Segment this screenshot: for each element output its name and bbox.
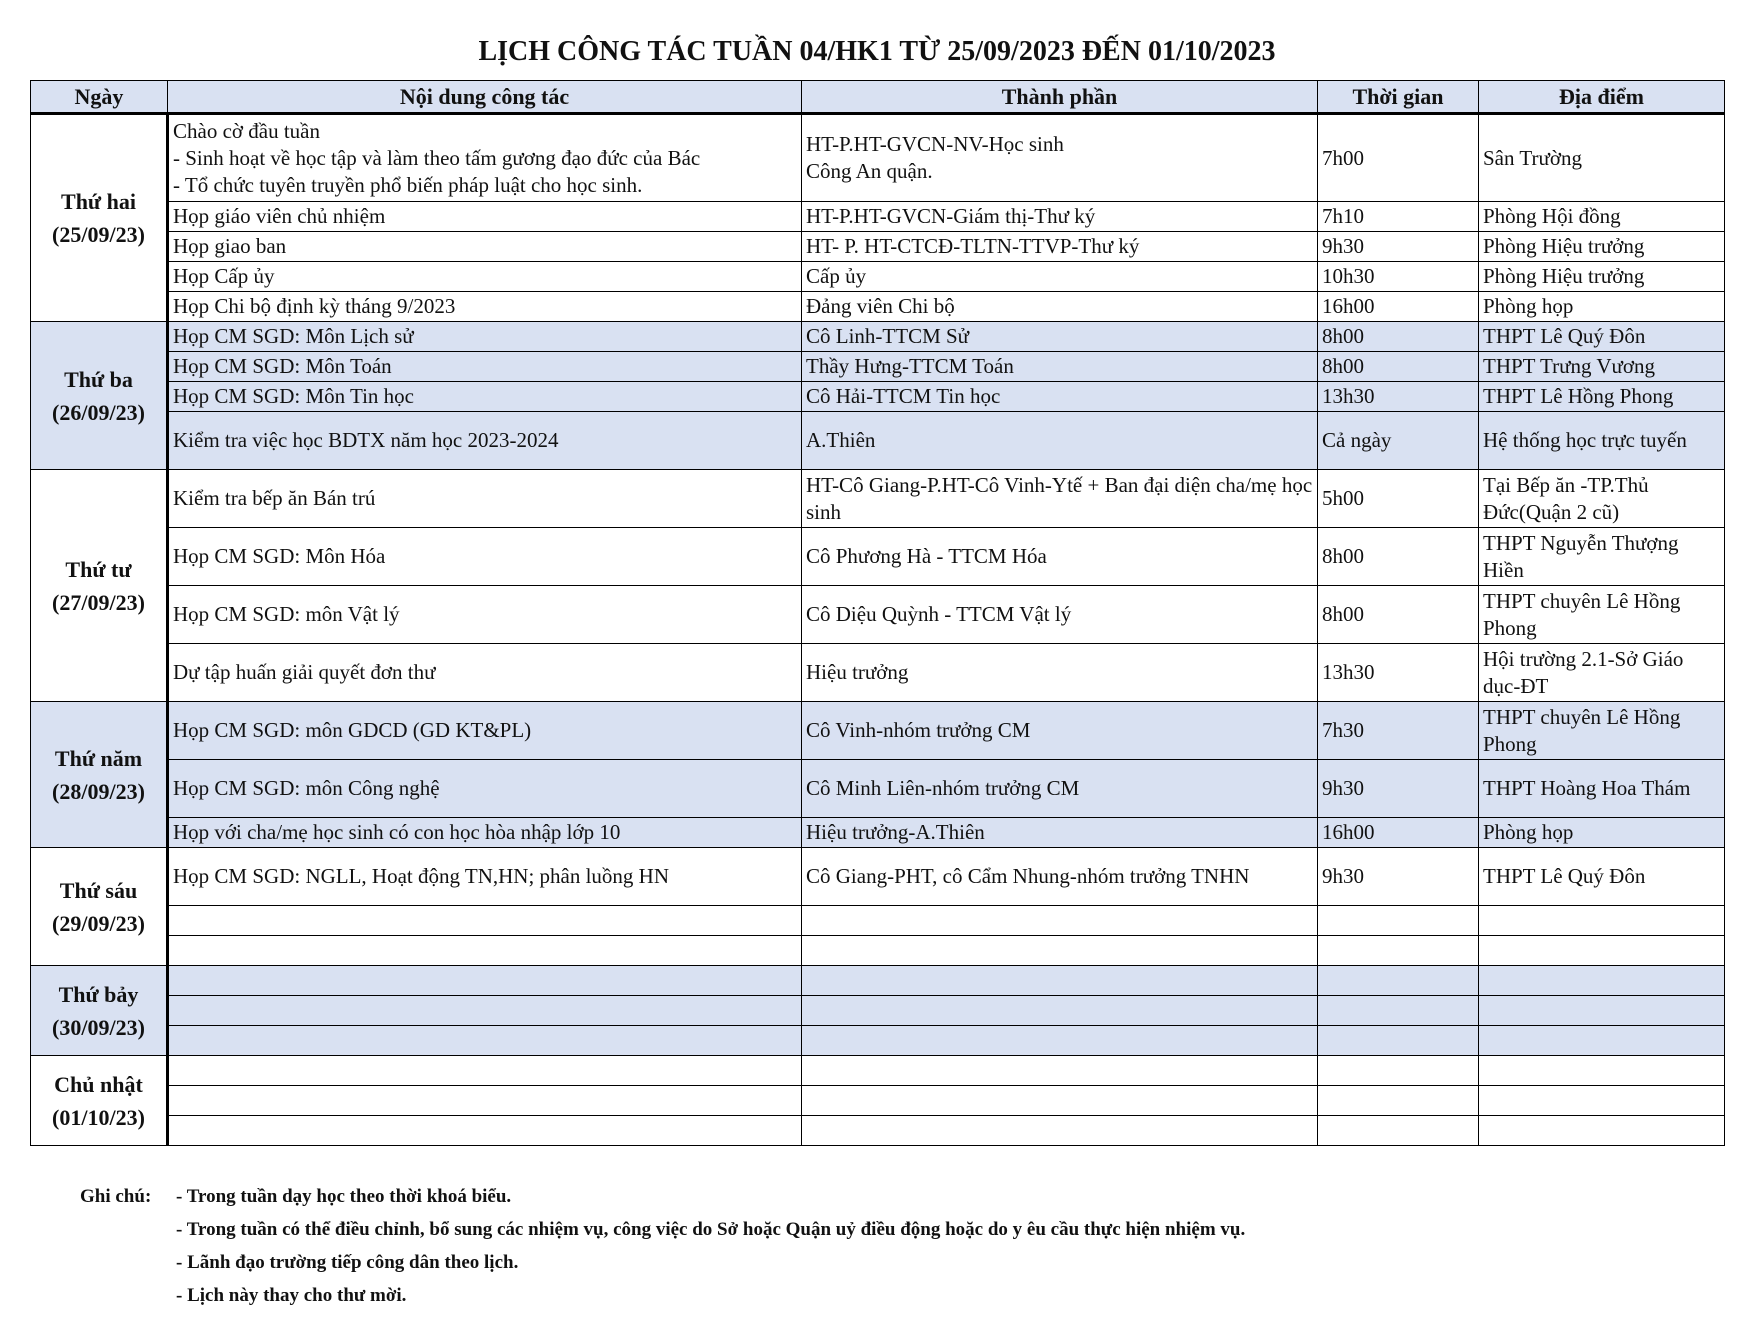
cell-place: [1479, 1056, 1725, 1086]
table-row: [31, 262, 1725, 292]
cell-place: Phòng Hiệu trưởng: [1479, 262, 1725, 292]
cell-members: Đảng viên Chi bộ: [802, 292, 1318, 322]
table-row: [31, 1116, 1725, 1146]
cell-content: Họp CM SGD: NGLL, Hoạt động TN,HN; phân luồng HN: [168, 848, 802, 906]
day-cell: [31, 848, 168, 966]
day-cell: [31, 322, 168, 470]
cell-content: [168, 936, 802, 966]
day-name: Thứ ba: [64, 366, 133, 392]
cell-place: THPT Nguyễn Thượng Hiền: [1479, 528, 1725, 586]
cell-content: Kiểm tra bếp ăn Bán trú: [168, 470, 802, 528]
cell-place: [1479, 1116, 1725, 1146]
table-row: [31, 1026, 1725, 1056]
cell-place: THPT Trưng Vương: [1479, 352, 1725, 382]
cell-content: Họp CM SGD: Môn Toán: [168, 352, 802, 382]
cell-time: [1318, 966, 1479, 996]
cell-time: 9h30: [1318, 848, 1479, 906]
notes-label: Ghi chú:: [80, 1185, 152, 1207]
cell-place: Sân Trường: [1479, 114, 1725, 202]
cell-place: [1479, 996, 1725, 1026]
cell-content: Họp CM SGD: môn GDCD (GD KT&PL): [168, 702, 802, 760]
schedule-body: [31, 114, 1725, 1146]
cell-place: THPT chuyên Lê Hồng Phong: [1479, 702, 1725, 760]
table-row: [31, 848, 1725, 906]
cell-members: [802, 936, 1318, 966]
cell-place: [1479, 1026, 1725, 1056]
cell-place: [1479, 966, 1725, 996]
day-name: Chủ nhật: [54, 1071, 143, 1097]
note-item: - Lịch này thay cho thư mời.: [176, 1284, 407, 1306]
cell-members: Cô Giang-PHT, cô Cẩm Nhung-nhóm trưởng TNHN: [802, 848, 1318, 906]
cell-place: THPT Lê Quý Đôn: [1479, 848, 1725, 906]
cell-members: HT-P.HT-GVCN-NV-Học sinh Công An quận.: [802, 114, 1318, 202]
table-row: [31, 586, 1725, 644]
cell-time: 7h30: [1318, 702, 1479, 760]
day-name: Thứ tư: [65, 556, 132, 582]
cell-time: [1318, 996, 1479, 1026]
cell-content: Họp CM SGD: Môn Lịch sử: [168, 322, 802, 352]
cell-time: 8h00: [1318, 528, 1479, 586]
table-row: [31, 202, 1725, 232]
cell-content: Dự tập huấn giải quyết đơn thư: [168, 644, 802, 702]
cell-time: [1318, 906, 1479, 936]
table-row: [31, 470, 1725, 528]
day-name: Thứ bảy: [58, 981, 139, 1007]
cell-members: Thầy Hưng-TTCM Toán: [802, 352, 1318, 382]
cell-content: Chào cờ đầu tuần - Sinh hoạt về học tập và làm theo tấm gương đạo đức của Bác - Tổ chức tuyên truyền phổ biến pháp luật cho học sinh.: [168, 114, 802, 202]
cell-members: [802, 1026, 1318, 1056]
table-row: [31, 412, 1725, 470]
header-members: Thành phần: [802, 81, 1318, 114]
cell-time: 8h00: [1318, 586, 1479, 644]
note-row: [80, 1279, 1245, 1312]
day-date: (29/09/23): [52, 910, 145, 936]
cell-members: Cô Linh-TTCM Sử: [802, 322, 1318, 352]
cell-content: Họp Cấp ủy: [168, 262, 802, 292]
cell-time: [1318, 1056, 1479, 1086]
cell-content: Họp CM SGD: môn Vật lý: [168, 586, 802, 644]
cell-content: Họp CM SGD: Môn Hóa: [168, 528, 802, 586]
cell-place: THPT Lê Hồng Phong: [1479, 382, 1725, 412]
cell-members: HT- P. HT-CTCĐ-TLTN-TTVP-Thư ký: [802, 232, 1318, 262]
day-date: (01/10/23): [52, 1104, 145, 1130]
cell-time: 16h00: [1318, 292, 1479, 322]
cell-content: Họp giáo viên chủ nhiệm: [168, 202, 802, 232]
day-cell: [31, 1056, 168, 1146]
header-day: Ngày: [31, 81, 168, 114]
cell-content: Họp với cha/mẹ học sinh có con học hòa nhập lớp 10: [168, 818, 802, 848]
day-cell: [31, 114, 168, 322]
header-row: [31, 81, 1725, 114]
cell-members: Hiệu trưởng-A.Thiên: [802, 818, 1318, 848]
day-date: (26/09/23): [52, 399, 145, 425]
note-item: - Trong tuần dạy học theo thời khoá biểu.: [176, 1185, 512, 1207]
cell-time: Cả ngày: [1318, 412, 1479, 470]
day-date: (27/09/23): [52, 589, 145, 615]
cell-members: A.Thiên: [802, 412, 1318, 470]
cell-place: Phòng họp: [1479, 292, 1725, 322]
cell-members: HT-P.HT-GVCN-Giám thị-Thư ký: [802, 202, 1318, 232]
cell-members: Cấp ủy: [802, 262, 1318, 292]
day-name: Thứ năm: [54, 745, 143, 771]
cell-place: [1479, 906, 1725, 936]
table-row: [31, 644, 1725, 702]
table-row: [31, 936, 1725, 966]
cell-time: 16h00: [1318, 818, 1479, 848]
schedule-table: [30, 80, 1725, 1146]
cell-time: 10h30: [1318, 262, 1479, 292]
cell-content: [168, 906, 802, 936]
header-content: Nội dung công tác: [168, 81, 802, 114]
page-title: LỊCH CÔNG TÁC TUẦN 04/HK1 TỪ 25/09/2023 ĐẾN 01/10/2023: [478, 36, 1276, 67]
table-row: [31, 1086, 1725, 1116]
table-row: [31, 352, 1725, 382]
note-row: [80, 1213, 1245, 1246]
table-row: [31, 906, 1725, 936]
cell-time: 13h30: [1318, 644, 1479, 702]
cell-members: [802, 1056, 1318, 1086]
cell-members: [802, 1086, 1318, 1116]
cell-members: Cô Diệu Quỳnh - TTCM Vật lý: [802, 586, 1318, 644]
table-row: [31, 818, 1725, 848]
cell-content: [168, 966, 802, 996]
cell-time: [1318, 936, 1479, 966]
cell-time: 5h00: [1318, 470, 1479, 528]
table-row: [31, 322, 1725, 352]
day-name: Thứ hai: [61, 189, 136, 214]
table-row: [31, 1056, 1725, 1086]
cell-place: THPT Lê Quý Đôn: [1479, 322, 1725, 352]
note-item: - Trong tuần có thể điều chỉnh, bổ sung các nhiệm vụ, công việc do Sở hoặc Quận uỷ điều động hoặc do y êu cầu thực hiện nhiệm vụ.: [176, 1218, 1246, 1240]
cell-members: Hiệu trưởng: [802, 644, 1318, 702]
table-row: [31, 702, 1725, 760]
day-name: Thứ sáu: [59, 877, 138, 903]
cell-content: [168, 1116, 802, 1146]
cell-members: Cô Minh Liên-nhóm trưởng CM: [802, 760, 1318, 818]
cell-time: 8h00: [1318, 322, 1479, 352]
cell-place: Hội trường 2.1-Sở Giáo dục-ĐT: [1479, 644, 1725, 702]
header-time: Thời gian: [1318, 81, 1479, 114]
table-row: [31, 382, 1725, 412]
notes-section: [80, 1180, 1245, 1312]
cell-content: [168, 1086, 802, 1116]
cell-place: Phòng Hội đồng: [1479, 202, 1725, 232]
table-row: [31, 760, 1725, 818]
cell-time: 7h10: [1318, 202, 1479, 232]
day-date: (28/09/23): [52, 778, 145, 804]
cell-time: 13h30: [1318, 382, 1479, 412]
table-row: [31, 232, 1725, 262]
cell-members: [802, 966, 1318, 996]
day-cell: [31, 702, 168, 848]
cell-content: Kiểm tra việc học BDTX năm học 2023-2024: [168, 412, 802, 470]
cell-members: [802, 1116, 1318, 1146]
cell-content: Họp CM SGD: Môn Tin học: [168, 382, 802, 412]
cell-content: [168, 996, 802, 1026]
day-cell: [31, 966, 168, 1056]
cell-place: Tại Bếp ăn -TP.Thủ Đức(Quận 2 cũ): [1479, 470, 1725, 528]
cell-place: THPT chuyên Lê Hồng Phong: [1479, 586, 1725, 644]
cell-place: [1479, 1086, 1725, 1116]
header-place: Địa điểm: [1479, 81, 1725, 114]
cell-content: Họp giao ban: [168, 232, 802, 262]
cell-time: [1318, 1086, 1479, 1116]
cell-time: [1318, 1026, 1479, 1056]
cell-content: Họp Chi bộ định kỳ tháng 9/2023: [168, 292, 802, 322]
cell-members: [802, 906, 1318, 936]
table-row: [31, 996, 1725, 1026]
cell-time: 9h30: [1318, 232, 1479, 262]
cell-place: Hệ thống học trực tuyến: [1479, 412, 1725, 470]
cell-time: [1318, 1116, 1479, 1146]
day-cell: [31, 470, 168, 702]
note-row: [80, 1180, 1245, 1213]
cell-members: Cô Vinh-nhóm trưởng CM: [802, 702, 1318, 760]
cell-content: [168, 1056, 802, 1086]
cell-place: [1479, 936, 1725, 966]
cell-members: Cô Phương Hà - TTCM Hóa: [802, 528, 1318, 586]
cell-members: Cô Hải-TTCM Tin học: [802, 382, 1318, 412]
cell-members: HT-Cô Giang-P.HT-Cô Vinh-Ytế + Ban đại diện cha/mẹ học sinh: [802, 470, 1318, 528]
note-item: - Lãnh đạo trường tiếp công dân theo lịch.: [176, 1251, 519, 1273]
day-date: (25/09/23): [52, 222, 145, 247]
cell-place: Phòng họp: [1479, 818, 1725, 848]
cell-members: [802, 996, 1318, 1026]
table-row: [31, 966, 1725, 996]
cell-time: 9h30: [1318, 760, 1479, 818]
table-row: [31, 114, 1725, 202]
table-row: [31, 528, 1725, 586]
cell-time: 7h00: [1318, 114, 1479, 202]
day-date: (30/09/23): [52, 1014, 145, 1040]
table-row: [31, 292, 1725, 322]
cell-content: [168, 1026, 802, 1056]
cell-place: Phòng Hiệu trưởng: [1479, 232, 1725, 262]
cell-place: THPT Hoàng Hoa Thám: [1479, 760, 1725, 818]
cell-content: Họp CM SGD: môn Công nghệ: [168, 760, 802, 818]
cell-time: 8h00: [1318, 352, 1479, 382]
note-row: [80, 1246, 1245, 1279]
